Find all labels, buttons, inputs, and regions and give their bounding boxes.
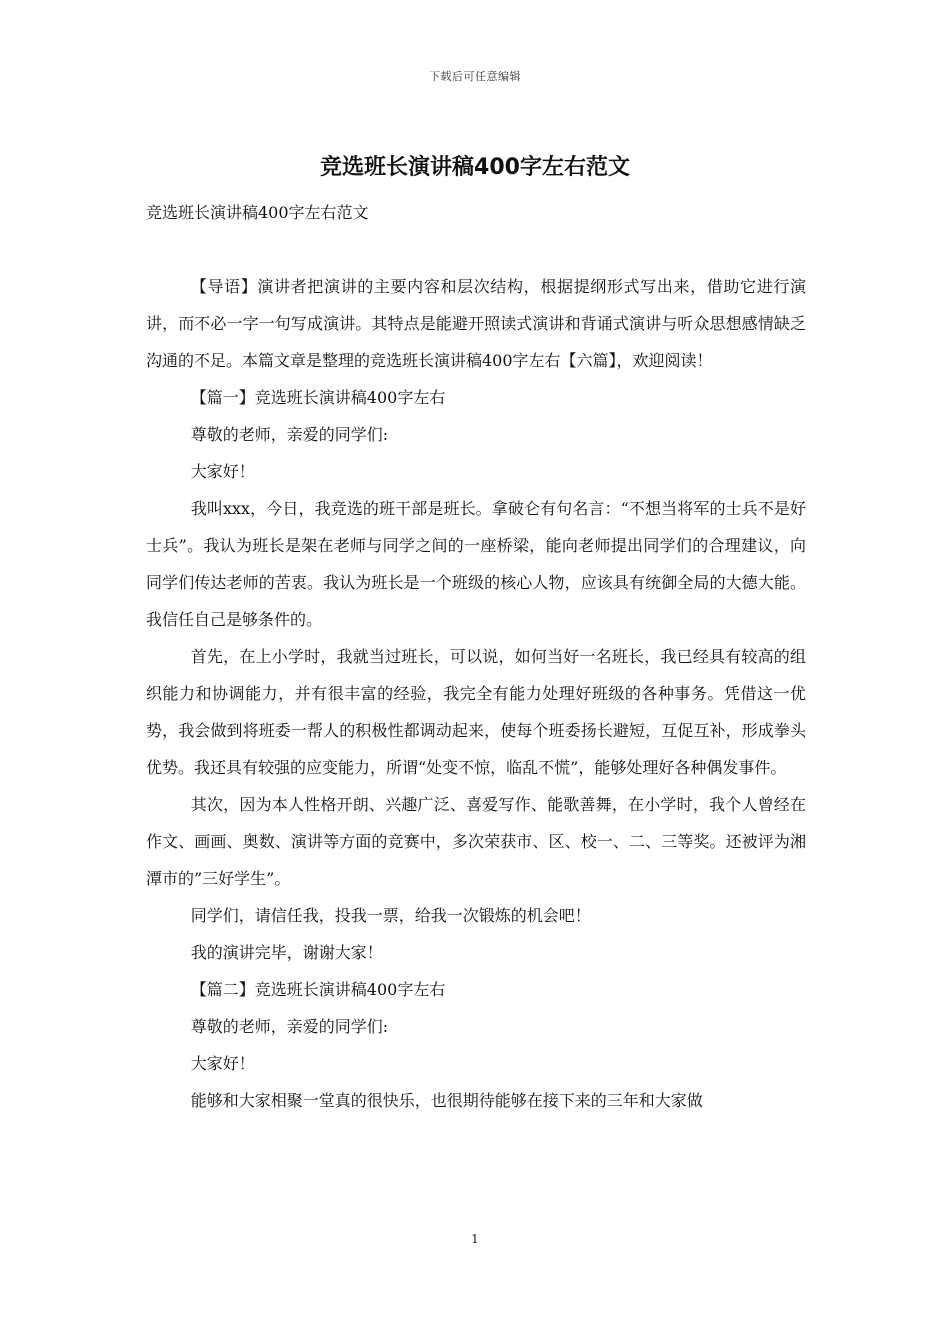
paragraph-body: 能够和大家相聚一堂真的很快乐，也很期待能够在接下来的三年和大家做 [190, 1091, 703, 1110]
paragraph-body: 同学们，请信任我，投我一票，给我一次锻炼的机会吧！ [190, 906, 591, 925]
header-note: 下载后可任意编辑 [429, 70, 521, 83]
paragraph-greeting: 尊敬的老师，亲爱的同学们: [190, 425, 389, 444]
paragraph-body: 其次，因为本人性格开朗、兴趣广泛、喜爱写作、能歌善舞，在小学时，我个人曾经在作文、画画、奥数、演讲等方面的竞赛中，多次荣获市、区、校一、二、三等奖。还被评为湘潭市的”三好学生”。 [146, 795, 806, 888]
paragraph-hello: 大家好！ [190, 1054, 255, 1073]
page-number: 1 [471, 1232, 479, 1246]
paragraph-body: 首先，在上小学时，我就当过班长，可以说，如何当好一名班长，我已经具有较高的组织能力和协调能力，并有很丰富的经验，我完全有能力处理好班级的各种事务。凭借这一优势，我会做到将班委一帮人的积极性都调动起来，使每个班委扬长避短，互促互补，形成拳头优势。我还具有较强的应变能力，所谓“处变不惊，临乱不慌”，能够处理好各种偶发事件。 [146, 647, 806, 777]
paragraph-body: 我叫xxx，今日，我竞选的班干部是班长。拿破仑有句名言：“不想当将军的士兵不是好士兵”。我认为班长是架在老师与同学之间的一座桥梁，能向老师提出同学们的合理建议，向同学们传达老师的苦衷。我认为班长是一个班级的核心人物，应该具有统御全局的大德大能。我信任自己是够条件的。 [146, 499, 806, 629]
section-heading-1: 【篇一】竞选班长演讲稿400字左右 [190, 388, 446, 407]
section-heading-2: 【篇二】竞选班长演讲稿400字左右 [190, 980, 446, 999]
paragraph-hello: 大家好！ [190, 462, 255, 481]
document-subtitle: 竞选班长演讲稿400字左右范文 [146, 203, 369, 222]
paragraph-greeting: 尊敬的老师，亲爱的同学们: [190, 1017, 389, 1036]
document-title: 竞选班长演讲稿400字左右范文 [320, 155, 630, 180]
paragraph-closing: 我的演讲完毕，谢谢大家！ [190, 943, 383, 962]
document-body [146, 268, 806, 1119]
paragraph-intro: 【导语】演讲者把演讲的主要内容和层次结构，根据提纲形式写出来，借助它进行演讲，而不必一字一句写成演讲。其特点是能避开照读式演讲和背诵式演讲与听众思想感情缺乏沟通的不足。本篇文章是整理的竞选班长演讲稿400字左右【六篇】，欢迎阅读！ [146, 277, 806, 370]
